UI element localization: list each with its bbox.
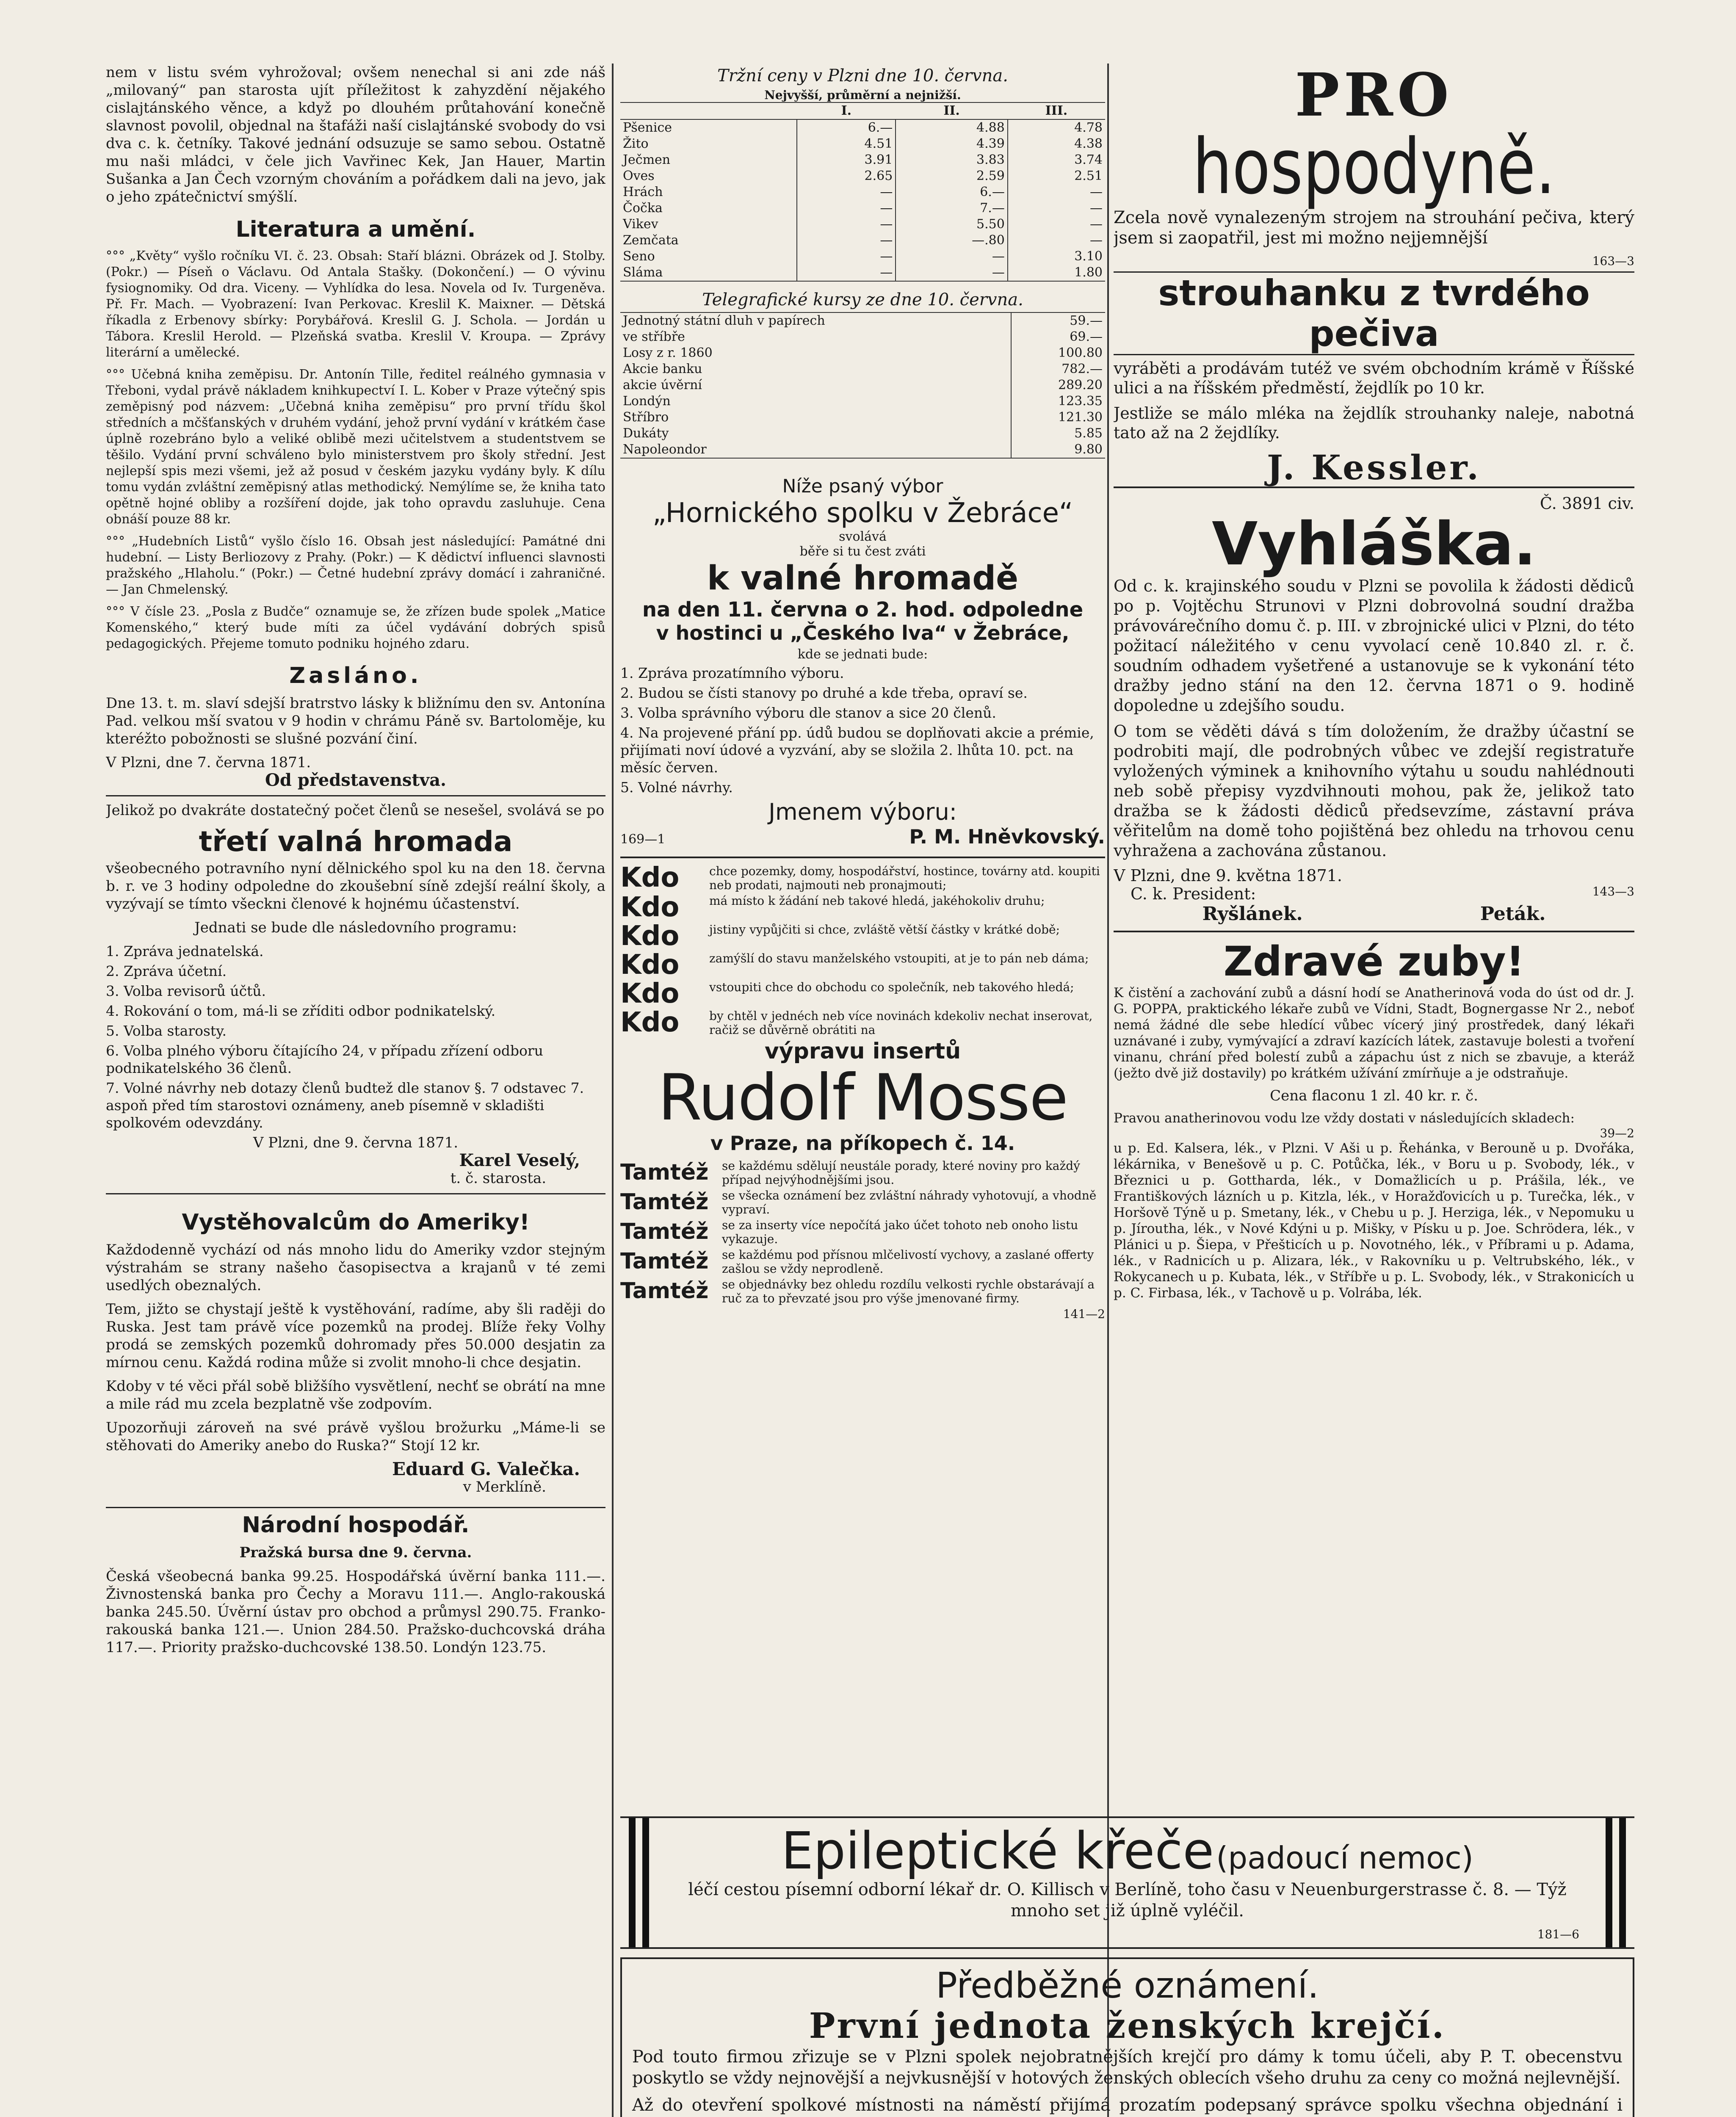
price-cell: 5.50: [896, 216, 1008, 232]
breadcrumbs-title: strouhanku z tvrdého pečiva: [1114, 271, 1634, 355]
program-item: 5. Volba starosty.: [106, 1023, 227, 1039]
mosse-name: Rudolf Mosse: [658, 1061, 1068, 1135]
rate-value: 782.—: [1011, 361, 1105, 377]
mining-program-item: 3. Volba správního výboru dle stanov a sice 20 členů.: [620, 705, 996, 721]
auction-text: O tom se věděti dává s tím doložením, že dražby účastní se podrobiti mají, dle podrobných vůbec ve zdejší registratuře vyložených výminek a knihovního výtahu u soudu nahlédnouti neb sobě přepisy vyzdvihnouti mohou, pak že, jelikož tato dražba se k žádosti dědiců předsevzíme, zástavní práva věřitelům na domě toho pojištěná bez ohledu na trhovou cenu vyhražena a zachována zůstanou.: [1114, 722, 1634, 860]
emigrants-text: Každodenně vychází od nás mnoho lidu do Ameriky vzdor stejným výstrahám se strany našeho časopisectva a krajanů v té zemi usedlých obeznalých.: [106, 1241, 605, 1294]
table-row: [620, 152, 1105, 168]
tamtez-text: se každému pod přísnou mlčelivostí vychovy, a zaslané offerty zašlou se vždy neprodleně.: [722, 1248, 1094, 1276]
mining-program-item: 2. Budou se čísti stanovy po druhé a kde třeba, opraví se.: [620, 685, 1028, 701]
price-cell: —: [797, 265, 896, 281]
kdo-word: Kdo: [620, 862, 680, 893]
mining-society-notice: [620, 475, 1105, 848]
price-cell: —: [1008, 200, 1105, 216]
mosse-advertisement: [620, 857, 1105, 1327]
commodity-name: Oves: [623, 169, 655, 183]
table-row: [620, 184, 1105, 200]
assembly-intro: Jelikož po dvakráte dostatečný počet členů se nesešel, svolává se po: [106, 802, 605, 819]
mining-program-item: 1. Zpráva prozatímního výboru.: [620, 665, 844, 681]
kdo-row: [620, 920, 1105, 952]
price-cell: 3.91: [797, 152, 896, 168]
epilepsy-text: léčí cestou písemní odborní lékař dr. O. Killisch v Berlíně, toho času v Neuenburgerstrasse č. 8. — Týž mnoho set již úplně vyléčil.: [688, 1880, 1567, 1921]
exchange-rates-table: [620, 312, 1105, 459]
column-rule: [1107, 64, 1109, 2117]
decorative-bar: [1619, 1818, 1626, 1947]
column-2: [620, 64, 1105, 2117]
program-item: 7. Volné návrhy neb dotazy členů budtež dle stanov §. 7 odstavec 7. aspoň před tím starostovi oznámeny, aneb písemně v skladišti spolkovém odevzdány.: [106, 1080, 584, 1131]
rate-value: 69.—: [1011, 329, 1105, 345]
commodity-name: Ječmen: [623, 152, 671, 167]
breadcrumbs-text: vyráběti a prodávám tutéž ve svém obchodním krámě v Říšské ulici a na říšském předměstí, žejdlík po 10 kr.: [1114, 359, 1634, 397]
kdo-word: Kdo: [620, 892, 680, 923]
tamtez-row: [620, 1248, 1105, 1276]
price-cell: —: [797, 216, 896, 232]
bourse-text: Česká všeobecná banka 99.25. Hospodářská úvěrní banka 111.—. Živnostenská banka pro Čechy a Moravu 111.—. Anglo-rakouská banka 245.50. Úvěrní ústav pro obchod a průmysl 290.75. Franko-rakouská banka 121.—. Union 284.50. Pražsko-duchcovská dráha 117.—. Priority pražsko-duchcovské 138.50. Londýn 123.75.: [106, 1568, 605, 1656]
teeth-title: Zdravé zuby!: [1223, 938, 1525, 985]
auction-sign-row: [1114, 903, 1634, 925]
price-cell: —: [1008, 232, 1105, 249]
mining-assembly-place: v hostinci u „Českého lva“ v Žebráce,: [656, 622, 1070, 644]
table-row: [620, 136, 1105, 152]
price-cell: —.80: [896, 232, 1008, 249]
auction-date: V Plzni, dne 9. května 1871.: [1114, 866, 1342, 885]
tailors-advertisement: [620, 1957, 1634, 2117]
price-cell: 3.83: [896, 152, 1008, 168]
hospodyne-title: hospodyně.: [1192, 123, 1556, 211]
commodity-name: Hrách: [623, 185, 663, 199]
teeth-ad-number: 39—2: [1600, 1126, 1634, 1140]
tailors-text: Pod touto firmou zřizuje se v Plzni spolek nejobratnějších krejčí pro dámy k tomu účeli, aby P. T. obecenstvu poskytlo se vždy nejnovější a nejvkusnější v hotových ženských oblecích všeho druhu za ceny co možná nejlevnější.: [632, 2047, 1623, 2088]
assembly-role: t. č. starosta.: [450, 1170, 546, 1187]
rate-name: ve stříbře: [623, 329, 685, 344]
decorative-bar: [1606, 1818, 1612, 1947]
price-cell: —: [797, 200, 896, 216]
literature-item: °°° Učebná kniha zeměpisu. Dr. Antonín Tille, ředitel reálného gymnasia v Třeboni, vydal právě nákladem knihkupectví I. L. Kober v Praze výtečný spis zeměpisný pod názvem: „Učebná kniha zeměpisu“ pro první třídu škol středních a mčšťanských v druhém vydání, jehož první vydání v krátkém čase úplně rozebráno bylo a veliké oblibě mezi učitelstvem a studentstvem se těšilo. Vydání první schváleno bylo ministerstvem pro školy střední. Jest nejlepší spis mezi všemi, jež až posud v českém jazyku vydány byly. K dílu tomu vydán zvláštní zeměpisný atlas methodický. Nemýlíme se, že kniha tato opětně hojné obliby a rozšíření dojde, jak toho opravdu zasluhuje. Cena obnáší pouze 88 kr.: [106, 367, 605, 527]
column-rule: [612, 64, 614, 2117]
teeth-price: Cena flaconu 1 zl. 40 kr. r. č.: [1270, 1087, 1478, 1104]
assembly-title: třetí valná hromada: [199, 825, 513, 858]
price-cell: 4.51: [797, 136, 896, 152]
mining-sign-label: Jmenem výboru:: [768, 799, 957, 825]
assembly-signature: Karel Veselý,: [459, 1150, 580, 1170]
program-list: [106, 942, 605, 1131]
mining-program-item: 4. Na projevené přání pp. údů budou se doplňovati akcie a prémie, přijímati noví údové a vyzvání, aby se složila 2. lhůta 10. pct. na měsíc červen.: [620, 724, 1094, 776]
rate-value: 121.30: [1011, 409, 1105, 426]
rate-name: Losy z r. 1860: [623, 345, 713, 360]
tamtez-row: [620, 1277, 1105, 1305]
rate-name: akcie úvěrní: [623, 378, 702, 392]
column-header: I.: [797, 102, 896, 119]
rate-name: Stříbro: [623, 410, 669, 425]
kdo-text: jistiny vypůjčiti si chce, zvláště větší částky v krátké době;: [709, 923, 1060, 937]
zaslano-signature: Od představenstva.: [265, 770, 446, 790]
tailors-title: První jednota ženských krejčí.: [809, 2006, 1446, 2046]
rate-value: 5.85: [1011, 426, 1105, 442]
mosse-address: v Praze, na příkopech č. 14.: [710, 1132, 1015, 1155]
table-row: [620, 216, 1105, 232]
table-row: [620, 249, 1105, 265]
tamtez-word: Tamtéž: [620, 1189, 709, 1215]
kdo-text: má místo k žádání neb takové hledá, jakéhokoliv druhu;: [709, 894, 1045, 908]
kdo-row: [620, 949, 1105, 981]
table-row: [620, 345, 1105, 361]
commodity-name: Pšenice: [623, 120, 672, 135]
tamtez-row: [620, 1188, 1105, 1216]
kdo-word: Kdo: [620, 978, 680, 1009]
auction-notice: [1114, 486, 1634, 931]
epilepsy-ad-number: 181—6: [1537, 1927, 1579, 1941]
price-cell: 2.65: [797, 168, 896, 184]
market-prices-table: [620, 102, 1105, 282]
rate-value: 289.20: [1011, 377, 1105, 393]
tamtez-word: Tamtéž: [620, 1249, 709, 1274]
rate-name: Jednotný státní dluh v papírech: [623, 313, 825, 328]
rate-name: Londýn: [623, 394, 671, 409]
mining-program-item: 5. Volné návrhy.: [620, 779, 733, 796]
tamtez-word: Tamtéž: [620, 1160, 709, 1185]
column-header: III.: [1008, 102, 1105, 119]
rate-value: 123.35: [1011, 393, 1105, 409]
price-cell: —: [896, 265, 1008, 281]
epilepsy-title-row: [675, 1824, 1579, 1879]
mining-ad-number: 169—1: [620, 832, 666, 847]
literature-heading: Literatura a umění.: [235, 217, 476, 242]
price-cell: 1.80: [1008, 265, 1105, 281]
auction-ad-number: 143—3: [1592, 884, 1634, 898]
kdo-text: by chtěl v jednéch neb více novinách kdekoliv nechat inserovat, račiž se důvěrně obrátiti na: [709, 1009, 1093, 1037]
price-cell: 6.—: [797, 119, 896, 136]
price-cell: —: [1008, 216, 1105, 232]
program-item: 4. Rokování o tom, má-li se zříditi odbor podnikatelský.: [106, 1003, 496, 1019]
decorative-bar: [629, 1818, 636, 1947]
table-row: [620, 168, 1105, 184]
zaslano-heading: Zasláno.: [289, 663, 422, 688]
table-row: [620, 200, 1105, 216]
rate-value: 9.80: [1011, 442, 1105, 458]
price-cell: 7.—: [896, 200, 1008, 216]
kdo-text: zamýšlí do stavu manželského vstoupiti, at je to pán neb dáma;: [709, 951, 1089, 965]
tamtez-word: Tamtéž: [620, 1219, 709, 1244]
auction-signature: Peták.: [1480, 903, 1546, 925]
commodity-name: Žito: [623, 136, 649, 151]
table-row: [620, 232, 1105, 249]
table-row: [620, 119, 1105, 136]
tamtez-text: se každému sdělují neustále porady, které noviny pro každý případ nejvýhodnějšími jsou.: [722, 1159, 1080, 1187]
tailors-heading: Předběžné oznámení.: [936, 1965, 1319, 2006]
price-cell: 4.88: [896, 119, 1008, 136]
rate-name: Akcie banku: [623, 362, 702, 376]
intro-article: nem v listu svém vyhrožoval; ovšem nenechal si ani zde náš „milovaný“ pan starosta ujít příležitost k zahyzdění nějakého cislajtánského věnce, a když po dlouhém průtahování konečně slavnost povolil, objednal na štafáži naší cislajtánské svobody do vsi dva c. k. četníky. Takové jednání odsuzuje se samo sebou. Ostatně mu naši mládci, v čele jich Vavřinec Kek, Jan Hauer, Martin Sušanka a Jan Čech vzorným chováním a pořádkem dali na jevo, jak o jeho zpátečnictví smýšlí.: [106, 64, 605, 205]
mining-sign-row: [620, 825, 1105, 848]
mosse-intro: výpravu insertů: [764, 1039, 961, 1064]
program-item: 1. Zpráva jednatelská.: [106, 943, 264, 959]
kdo-row: [620, 1009, 1105, 1037]
teeth-advertisement: [1114, 931, 1634, 1313]
table-row: [620, 409, 1105, 426]
column-3: [1114, 64, 1634, 1825]
kdo-row: [620, 980, 1105, 1007]
price-cell: 2.59: [896, 168, 1008, 184]
table-row: [620, 377, 1105, 393]
emigrants-notice: [106, 1193, 605, 1496]
rate-name: Napoleondor: [623, 442, 707, 457]
assembly-date: V Plzni, dne 9. června 1871.: [253, 1134, 459, 1151]
program-intro: Jednati se bude dle následovního programu:: [194, 919, 517, 936]
auction-case-number: Č. 3891 civ.: [1540, 494, 1634, 513]
tamtez-text: se za inserty více nepočítá jako účet tohoto neb onoho listu vykazuje.: [722, 1218, 1078, 1246]
column-header: II.: [896, 102, 1008, 119]
market-prices-heading: Tržní ceny v Plzni dne 10. června.: [717, 66, 1008, 86]
tamtez-text: se všecka oznámení bez zvláštní náhrady vyhotovují, a vhodně vypraví.: [722, 1188, 1097, 1216]
mining-program-intro: kde se jednati bude:: [797, 647, 928, 662]
price-cell: 2.51: [1008, 168, 1105, 184]
table-row: [620, 442, 1105, 458]
commodity-name: Zemčata: [623, 233, 679, 248]
teeth-text: K čistění a zachování zubů a dásní hodí se Anatherinová voda do úst od dr. J. G. POPPA, praktického lékaře zubů ve Vídni, Stadt, Bognergasse Nr 2., neboť nemá žádné dle sebe hledící vůbec vícerý jiný prostředek, daný lékaři uznávané i zuby, vymývající a zdraví kazících látek, zastavuje bolesti a tvoření vinanu, chrání před bolestí zubů a zápachu úst z nich se zbavuje, a kteráž (ježto dvě již dostavily) po krátkém užívání zmírňuje a je odstraňuje.: [1114, 985, 1634, 1081]
auction-signature: Ryšlánek.: [1202, 903, 1303, 925]
rate-value: 59.—: [1011, 312, 1105, 329]
teeth-stores: u p. Ed. Kalsera, lék., v Plzni. V Aši u p. Řehánka, v Berouně u p. Dvořáka, lékárnika, v Benešově u p. C. Potůčka, lék., v Boru u p. Svobody, lék., v Březnici u p. Gottharda, lék., v Domažlicích u p. Prášila, lék., ve Františkových lázních u p. Kitzla, lék., v Horažďovicích u p. Turečka, lék., v Horšově Týně u p. Smetany, lék., v Chebu u p. J. Herziga, lék., v Nepomuku u p. Jíroutha, lék., v Nové Kdýni u p. Mišky, v Písku u p. Joe. Schrödera, lék., v Plánici u p. Šiepa, v Přešticích u p. Novotného, lék., v Příbrami u p. Adama, lék., v Radnicích u p. Alizara, lék., v Rakovníku u p. Veltrubského, lék., v Rokycanech u p. Kubata, lék., v Stříbře u p. L. Svobody, lék., v Strakonicích u p. C. Firbasa, lék., v Tachově u p. Volrába, lék.: [1114, 1141, 1634, 1301]
commodity-name: Vikev: [623, 217, 658, 232]
bottom-advertisements: [620, 1816, 1634, 2117]
program-item: 3. Volba revisorů účtů.: [106, 983, 266, 999]
literature-item: °°° „Hudebních Listů“ vyšlo číslo 16. Obsah jest následující: Památné dni hudební. — Listy Berliozovy z Prahy. (Pokr.) — K dědictví influenci slavnosti pražského „Hlaholu.“ (Pokr.) — Četné hudební zprávy domácí i zahraničné. — Jan Chmelenský.: [106, 534, 605, 597]
mining-assembly-date: na den 11. června o 2. hod. odpoledne: [642, 598, 1084, 622]
assembly-notice: [106, 795, 605, 1187]
column-1: [106, 64, 605, 2117]
mining-signature: P. M. Hněvkovský.: [909, 825, 1105, 848]
program-item: 2. Zpráva účetní.: [106, 963, 227, 979]
emigrants-text: Kdoby v té věci přál sobě bližšího vysvětlení, nechť se obrátí na mne a mile rád mu zcela bezplatně vše zodpovím.: [106, 1378, 605, 1412]
mining-assembly-title: k valné hromadě: [707, 559, 1019, 597]
kdo-word: Kdo: [620, 1007, 680, 1038]
price-cell: —: [797, 249, 896, 265]
commodity-name: Čočka: [623, 201, 663, 216]
kdo-row: [620, 894, 1105, 921]
emigrants-text: Tem, jižto se chystají ještě k vystěhování, radíme, aby šli raději do Ruska. Jest tam právě více pozemků na prodej. Blíže řeky Volhy prodá se zemských pozemků dohromady přes 50.000 desjatin za mírnou cenu. Každá rodina může si zvolit mnoho-li chce desjatin.: [106, 1301, 605, 1371]
kdo-word: Kdo: [620, 949, 680, 981]
market-prices-subheading: Nejvyšší, průměrní a nejnižší.: [764, 88, 961, 102]
zaslano-text: Dne 13. t. m. slaví sdejší bratrstvo lásky k bližnímu den sv. Antonína Pad. velkou mší svatou v 9 hodin v chrámu Páně sv. Bartoloměje, ku kteréžto pobožnosti se slušné pozvání činí.: [106, 695, 605, 747]
grater-ad-number: 163—3: [1592, 254, 1634, 268]
literature-item: °°° „Květy“ vyšlo ročníku VI. č. 23. Obsah: Staří blázni. Obrázek od J. Stolby. (Pokr.) — Píseň o Václavu. Od Antala Stašky. (Dokončení.) — O vývinu fysiognomiky. Od dra. Viceny. — Vyhlídka do lesa. Novela od Iv. Turgeněva. Př. Fr. Mach. — Vyobrazení: Ivan Perkovac. Kreslil K. Maixner. — Dětská říkadla z Erbenovy sbírky: Porybářová. Kreslil G. J. Schola. — Jordán u Tábora. Kreslil Herold. — Plzeňská svatba. Kreslil V. Kroupa. — Zprávy literární a umělecké.: [106, 249, 605, 360]
epilepsy-advertisement: [620, 1816, 1634, 1949]
grater-text: Zcela nově vynalezeným strojem na strouhání pečiva, který jsem si zaopatřil, jest mi možno nejjemnější: [1114, 208, 1634, 248]
program-item: 6. Volba plného výboru čítajícího 24, v případu zřízení odboru podnikatelského 36 členů.: [106, 1042, 543, 1076]
commodity-name: Sláma: [623, 265, 663, 280]
tailors-text: Až do otevření spolkové místnosti na náměstí přijímá prozatím podepsaný správce spolku všechna objednání i: [632, 2095, 1623, 2115]
price-cell: —: [797, 184, 896, 200]
price-cell: 3.10: [1008, 249, 1105, 265]
emigrants-place: v Merklíně.: [463, 1479, 546, 1495]
kessler-signature: J. Kessler.: [1266, 448, 1482, 487]
table-row: [620, 426, 1105, 442]
emigrants-heading: Vystěhovalcům do Ameriky!: [182, 1210, 530, 1235]
kdo-word: Kdo: [620, 920, 680, 952]
epilepsy-title: Epileptické křeče: [781, 1822, 1214, 1881]
price-cell: —: [1008, 184, 1105, 200]
price-cell: 3.74: [1008, 152, 1105, 168]
teeth-stores-intro: Pravou anatherinovou vodu lze vždy dostati v následujících skladech:: [1114, 1111, 1575, 1126]
breadcrumbs-note: Jestliže se málo mléka na žejdlík strouhanky naleje, nabotná tato až na 2 žejdlíky.: [1114, 404, 1634, 442]
tamtez-word: Tamtéž: [620, 1278, 709, 1304]
pro-title: PRO: [1295, 64, 1453, 130]
auction-text: Od c. k. krajinského soudu v Plzni se povolila k žádosti dědiců po p. Vojtěchu Strunovi v Plzni dobrovolná soudní dražba právovárečního domu č. p. III. v zbrojnické ulici v Plzni, do této požitací náležitého v cenu vyvolací ceně 10.840 zl. r. č. soudním odhadem vyšetřené a ustanovuje se k vykonání této dražby jedno stání na den 12. června 1871 o 9. hodině dopoledne u zdejšího soudu.: [1114, 577, 1634, 715]
price-cell: 6.—: [896, 184, 1008, 200]
mining-society-name: „Hornického spolku v Žebráce“: [652, 497, 1073, 529]
mining-invite-note: běře si tu čest zváti: [799, 544, 926, 559]
tamtez-text: se objednávky bez ohledu rozdílu velkosti rychle obstarávají a ruč za to převzaté jsou pro výše jmenované firmy.: [722, 1277, 1095, 1305]
decorative-bar: [642, 1818, 649, 1947]
economy-heading: Národní hospodář.: [106, 1507, 605, 1538]
kdo-row: [620, 864, 1105, 892]
exchange-rates-heading: Telegrafické kursy ze dne 10. června.: [702, 290, 1023, 310]
tamtez-ad-number: 141—2: [1063, 1307, 1105, 1321]
column-header: [620, 102, 797, 119]
table-row: [620, 265, 1105, 281]
epilepsy-subtitle: (padoucí nemoc): [1216, 1840, 1473, 1876]
bourse-heading: Pražská bursa dne 9. června.: [239, 1544, 472, 1561]
price-cell: 4.78: [1008, 119, 1105, 136]
kdo-text: vstoupiti chce do obchodu co společník, neb takového hledá;: [709, 980, 1074, 994]
table-row: [620, 361, 1105, 377]
table-header-row: [620, 102, 1105, 119]
assembly-text: všeobecného potravního nyní dělnického spol ku na den 18. června b. r. ve 3 hodiny odpoledne do zkoušební síně zdejší reální školy, a vyzývají se tímto všeckni členové k hojnému účastenství.: [106, 860, 605, 912]
emigrants-text: Upozorňuji zároveň na své právě vyšlou brožurku „Máme-li se stěhovati do Ameriky anebo do Ruska?“ Stojí 12 kr.: [106, 1419, 605, 1454]
auction-role-row: [1114, 884, 1634, 903]
zaslano-date: V Plzni, dne 7. června 1871.: [106, 754, 311, 771]
tamtez-row: [620, 1159, 1105, 1187]
tamtez-row: [620, 1218, 1105, 1246]
rate-name: Dukáty: [623, 426, 669, 441]
price-cell: —: [797, 232, 896, 249]
price-cell: 4.39: [896, 136, 1008, 152]
rate-value: 100.80: [1011, 345, 1105, 361]
auction-role: C. k. President:: [1131, 884, 1256, 903]
auction-title: Vyhláška.: [1212, 510, 1536, 579]
emigrants-signature: Eduard G. Valečka.: [392, 1459, 580, 1479]
table-row: [620, 329, 1105, 345]
kdo-text: chce pozemky, domy, hospodářství, hostince, továrny atd. koupiti neb prodati, najmouti neb pronajmouti;: [709, 864, 1100, 892]
table-row: [620, 312, 1105, 329]
price-cell: 4.38: [1008, 136, 1105, 152]
price-cell: —: [896, 249, 1008, 265]
table-row: [620, 393, 1105, 409]
commodity-name: Seno: [623, 249, 655, 264]
mining-committee: Níže psaný výbor: [782, 475, 943, 497]
literature-item: °°° V čísle 23. „Posla z Budče“ oznamuje se, že zřízen bude spolek „Matice Komenského,“ který bude míti za účel vydávání dobrých spisů pedagogických. Přejeme tomuto podniku hojného zdaru.: [106, 604, 605, 651]
mining-invite: svolává: [839, 529, 887, 544]
